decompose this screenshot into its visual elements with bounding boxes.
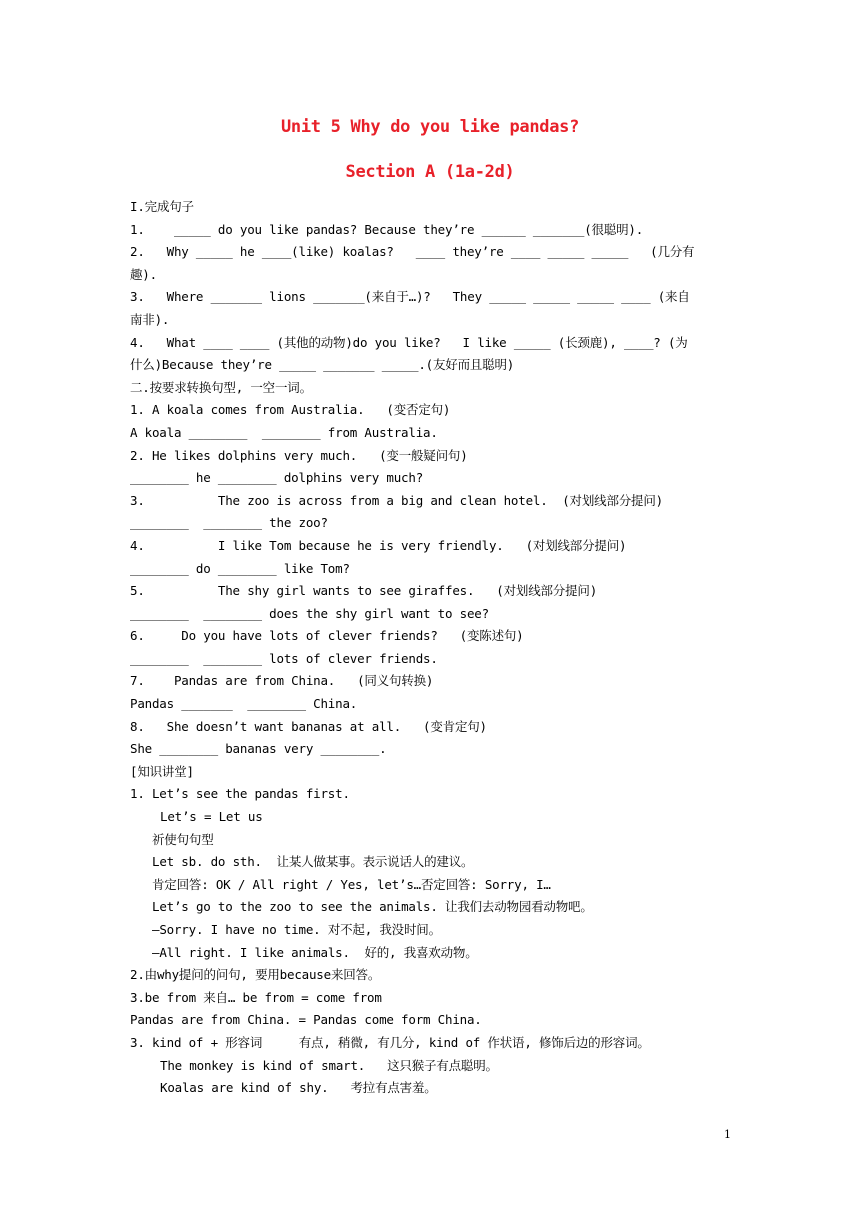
text-line: 3. The zoo is across from a big and clean hotel. (对划线部分提问) — [130, 492, 663, 508]
text-line: 二.按要求转换句型, 一空一词。 — [130, 379, 312, 395]
text-line: ________ ________ the zoo? — [130, 515, 328, 531]
text-line: 8. She doesn’t want bananas at all. (变肯定句) — [130, 718, 487, 734]
text-line: ________ ________ does the shy girl want to see? — [130, 605, 489, 621]
text-line: 南非). — [130, 311, 170, 327]
text-line: Pandas _______ ________ China. — [130, 696, 358, 712]
text-line: Let sb. do sth. 让某人做某事。表示说话人的建议。 — [152, 854, 474, 870]
text-line: ________ do ________ like Tom? — [130, 560, 350, 576]
document-title: Unit 5 Why do you like pandas? — [280, 117, 580, 137]
text-line: 4. I like Tom because he is very friendly. (对划线部分提问) — [130, 537, 627, 553]
text-line: 4. What ____ ____ (其他的动物)do you like? I like _____ (长颈鹿), ____? (为 — [130, 334, 688, 350]
text-line: 2. He likes dolphins very much. (变一般疑问句) — [130, 447, 468, 463]
text-line: 祈使句句型 — [152, 831, 214, 847]
text-line: 趣). — [130, 266, 157, 282]
text-line: 1. A koala comes from Australia. (变否定句) — [130, 402, 451, 418]
text-line: A koala ________ ________ from Australia. — [130, 424, 438, 440]
text-line: 3. kind of + 形容词 有点, 稍微, 有几分, kind of 作状语, 修饰后边的形容词。 — [130, 1034, 650, 1050]
text-line: 什么)Because they’re _____ _______ _____.(友好而且聪明) — [130, 357, 515, 373]
text-line: 2.由why提问的问句, 要用because来回答。 — [130, 967, 381, 983]
document-subtitle: Section A (1a-2d) — [345, 162, 515, 182]
text-line: —All right. I like animals. 好的, 我喜欢动物。 — [152, 944, 478, 960]
document-body — [130, 196, 730, 1100]
text-line: 5. The shy girl wants to see giraffes. (对划线部分提问) — [130, 583, 598, 599]
text-line: Koalas are kind of shy. 考拉有点害羞。 — [160, 1080, 437, 1096]
text-line: Pandas are from China. = Pandas come form China. — [130, 1012, 482, 1028]
text-line: 1. Let’s see the pandas first. — [130, 786, 350, 802]
text-line: 2. Why _____ he ____(like) koalas? ____ they’re ____ _____ _____ (几分有 — [130, 244, 695, 260]
text-line: She ________ bananas very ________. — [130, 741, 387, 757]
text-line: 3. Where _______ lions _______(来自于…)? They _____ _____ _____ ____ (来自 — [130, 289, 690, 305]
text-line: 1. _____ do you like pandas? Because they’re ______ _______(很聪明). — [130, 221, 644, 237]
text-line: 肯定回答: OK / All right / Yes, let’s…否定回答: Sorry, I… — [152, 876, 551, 892]
text-line: Let’s go to the zoo to see the animals. 让我们去动物园看动物吧。 — [152, 899, 593, 915]
text-line: Let’s = Let us — [160, 809, 263, 825]
text-line: The monkey is kind of smart. 这只猴子有点聪明。 — [160, 1057, 498, 1073]
text-line: [知识讲堂] — [130, 763, 194, 779]
text-line: ________ he ________ dolphins very much? — [130, 470, 424, 486]
text-line: 7. Pandas are from China. (同义句转换) — [130, 673, 434, 689]
page-number: 1 — [724, 1128, 731, 1141]
text-line: I.完成句子 — [130, 199, 194, 214]
text-line: —Sorry. I have no time. 对不起, 我没时间。 — [152, 922, 441, 937]
text-line: 6. Do you have lots of clever friends? (变陈述句) — [130, 628, 524, 644]
text-line: 3.be from 来自… be from = come from — [130, 989, 382, 1005]
text-line: ________ ________ lots of clever friends. — [130, 650, 438, 666]
